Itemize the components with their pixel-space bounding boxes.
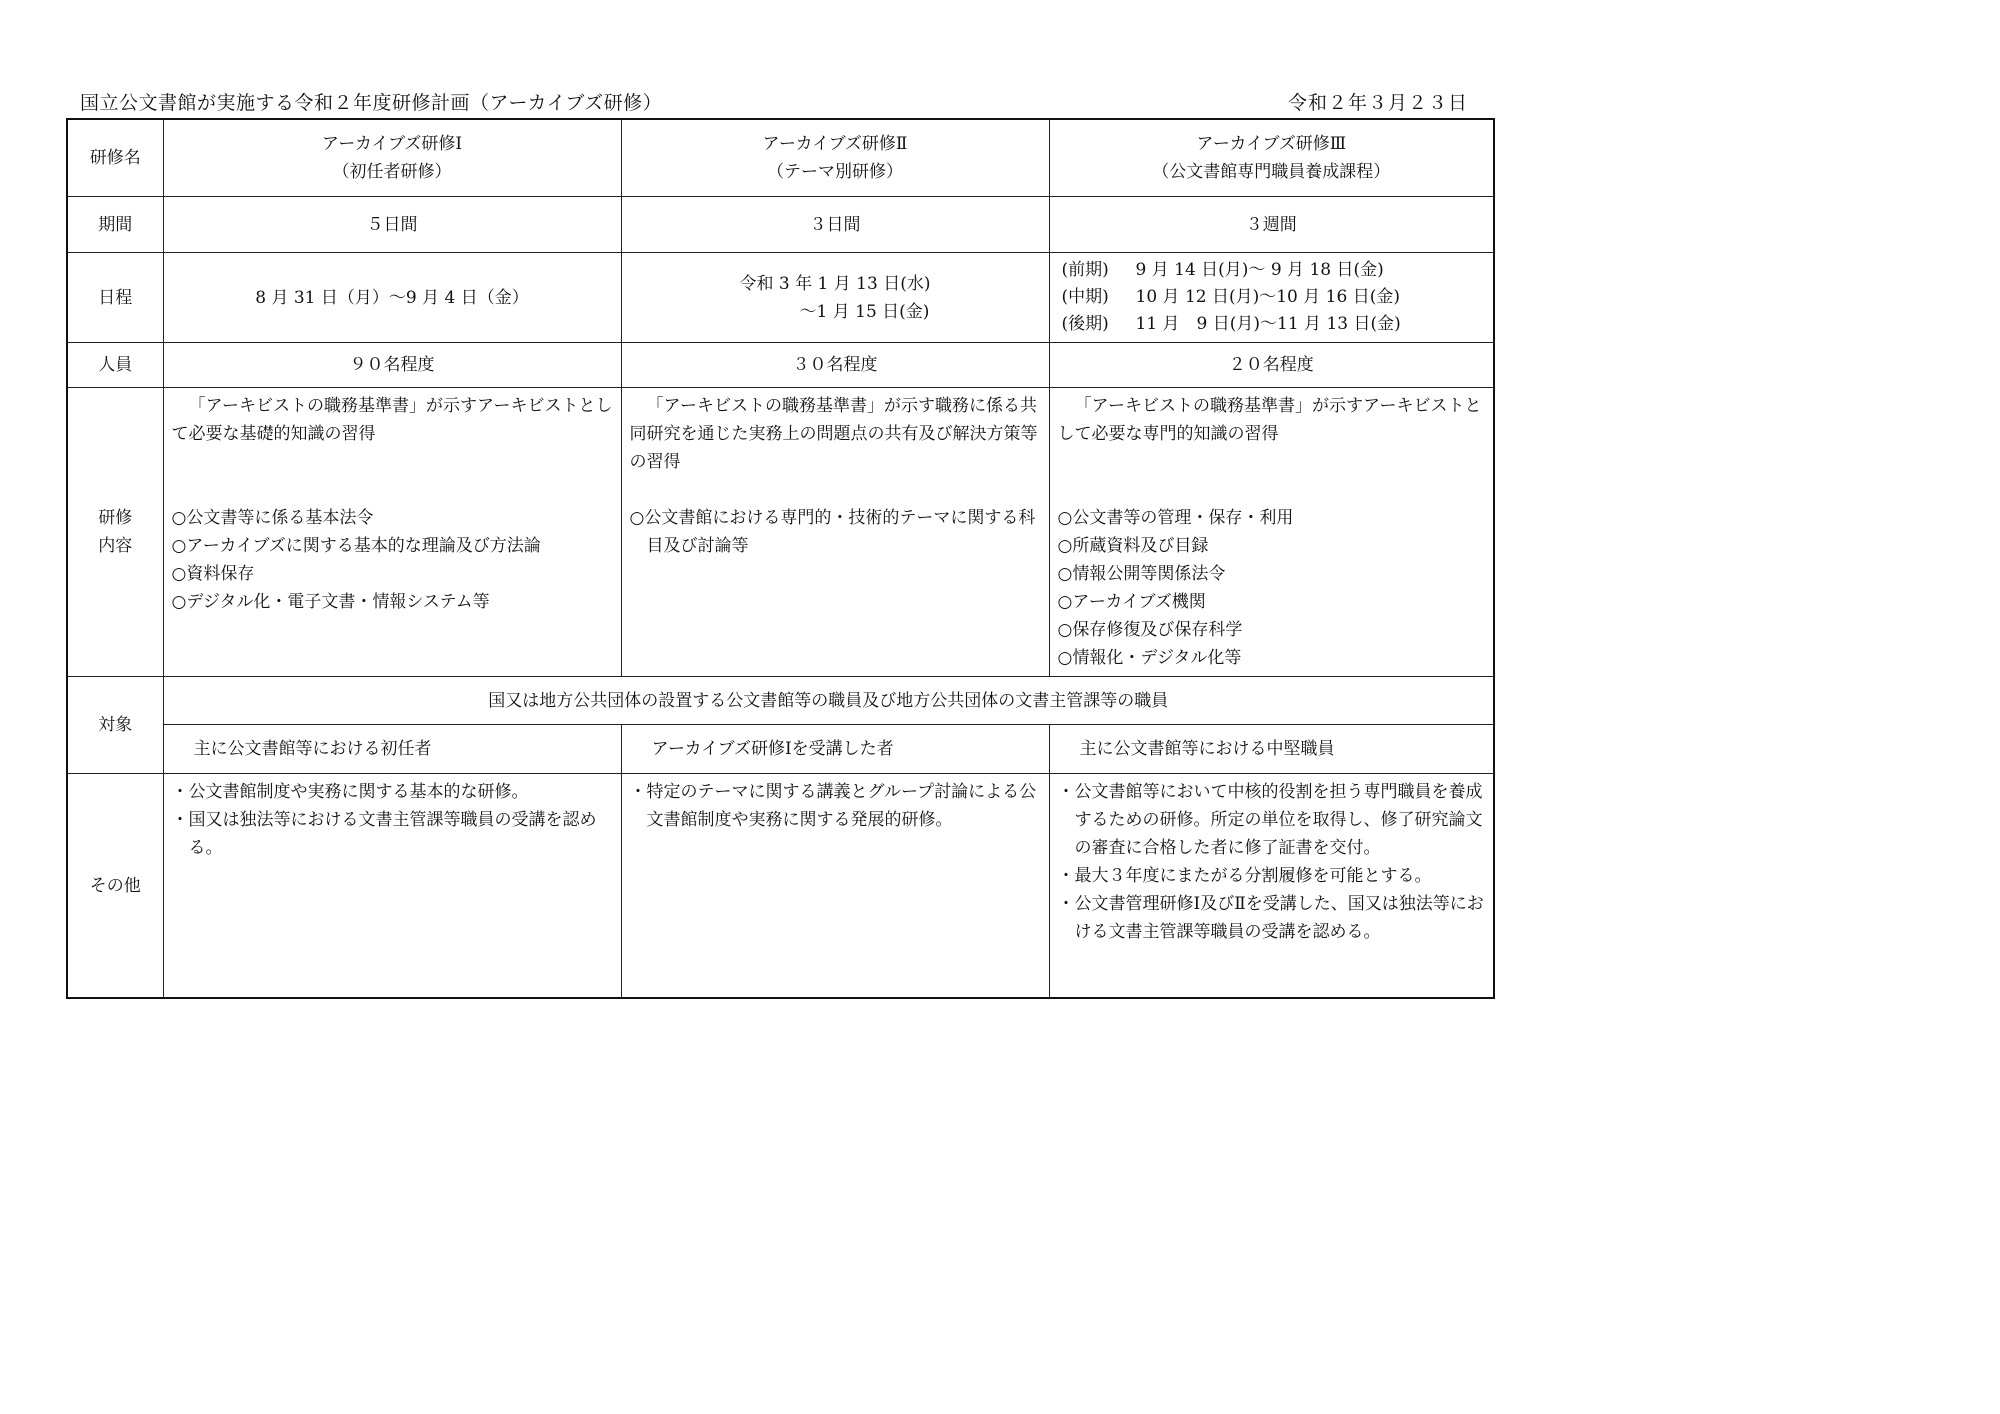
content-item: ○アーカイブズに関する基本的な理論及び方法論: [171, 536, 541, 556]
target-1: 主に公文書館等における初任者: [163, 725, 621, 774]
row-content: [67, 388, 1494, 677]
other-item: ・国又は独法等における文書主管課等職員の受講を認める。: [171, 810, 597, 858]
content-3: [1049, 388, 1494, 677]
content-item: ○情報公開等関係法令: [1057, 564, 1226, 584]
people-2: ３０名程度: [621, 343, 1049, 388]
row-header-training-name: 研修名: [67, 119, 163, 197]
other-3: [1049, 774, 1494, 999]
content-2: [621, 388, 1049, 677]
other-item: ・最大３年度にまたがる分割履修を可能とする。: [1057, 866, 1432, 886]
row-other: [67, 774, 1494, 999]
training-name-1: アーカイブズ研修Ⅰ （初任者研修）: [163, 119, 621, 197]
target-common: 国又は地方公共団体の設置する公文書館等の職員及び地方公共団体の文書主管課等の職員: [163, 677, 1494, 725]
target-2: アーカイブズ研修Ⅰを受講した者: [621, 725, 1049, 774]
document-date: 令和２年３月２３日: [1287, 92, 1468, 114]
other-item: ・公文書館制度や実務に関する基本的な研修。: [171, 782, 529, 802]
schedule-term-3: (後期) 11 月 9 日(月)～11 月 13 日(金): [1061, 314, 1401, 334]
row-target-detail: [67, 725, 1494, 774]
row-header-content: 研修 内容: [67, 388, 163, 677]
content-intro: 「アーキビストの職務基準書」が示す職務に係る共同研究を通じた実務上の問題点の共有及び解決方策等の習得: [629, 396, 1038, 472]
schedule-1: 8 月 31 日（月）～9 月 4 日（金）: [163, 253, 621, 343]
schedule-2: 令和 3 年 1 月 13 日(水) ～1 月 15 日(金): [621, 253, 1049, 343]
row-header-target: 対象: [67, 677, 163, 774]
training-plan-table: [66, 118, 1495, 999]
row-period: [67, 197, 1494, 253]
content-intro: 「アーキビストの職務基準書」が示すアーキビストとして必要な専門的知識の習得: [1057, 396, 1482, 444]
content-item: ○資料保存: [171, 564, 255, 584]
row-training-name: [67, 119, 1494, 197]
content-item: ○公文書館における専門的・技術的テーマに関する科目及び討論等: [629, 508, 1036, 556]
page-title: 国立公文書館が実施する令和２年度研修計画（アーカイブズ研修）: [80, 92, 663, 114]
schedule-term-2: (中期) 10 月 12 日(月)～10 月 16 日(金): [1061, 287, 1400, 307]
row-header-schedule: 日程: [67, 253, 163, 343]
content-item: ○公文書等に係る基本法令: [171, 508, 374, 528]
schedule-term-1: (前期) 9 月 14 日(月)～ 9 月 18 日(金): [1061, 260, 1384, 280]
people-3: ２０名程度: [1049, 343, 1494, 388]
other-item: ・特定のテーマに関する講義とグループ討論による公文書館制度や実務に関する発展的研修。: [629, 782, 1037, 830]
training-name-3: アーカイブズ研修Ⅲ （公文書館専門職員養成課程）: [1049, 119, 1494, 197]
row-header-other: その他: [67, 774, 163, 999]
period-2: ３日間: [621, 197, 1049, 253]
row-header-people: 人員: [67, 343, 163, 388]
content-item: ○デジタル化・電子文書・情報システム等: [171, 592, 490, 612]
content-item: ○公文書等の管理・保存・利用: [1057, 508, 1294, 528]
content-1: [163, 388, 621, 677]
content-item: ○保存修復及び保存科学: [1057, 620, 1243, 640]
row-schedule: [67, 253, 1494, 343]
other-2: [621, 774, 1049, 999]
period-1: ５日間: [163, 197, 621, 253]
content-item: ○アーカイブズ機関: [1057, 592, 1206, 612]
row-header-period: 期間: [67, 197, 163, 253]
content-item: ○所蔵資料及び目録: [1057, 536, 1209, 556]
row-target: [67, 677, 1494, 725]
other-1: [163, 774, 621, 999]
content-intro: 「アーキビストの職務基準書」が示すアーキビストとして必要な基礎的知識の習得: [171, 396, 613, 444]
people-1: ９０名程度: [163, 343, 621, 388]
period-3: ３週間: [1049, 197, 1494, 253]
row-people: [67, 343, 1494, 388]
target-3: 主に公文書館等における中堅職員: [1049, 725, 1494, 774]
training-name-2: アーカイブズ研修Ⅱ （テーマ別研修）: [621, 119, 1049, 197]
content-item: ○情報化・デジタル化等: [1057, 648, 1242, 668]
other-item: ・公文書館等において中核的役割を担う専門職員を養成するための研修。所定の単位を取得し、修了研究論文の審査に合格した者に修了証書を交付。: [1057, 782, 1483, 858]
schedule-3: [1049, 253, 1494, 343]
other-item: ・公文書管理研修Ⅰ及びⅡを受講した、国又は独法等における文書主管課等職員の受講を認める。: [1057, 894, 1484, 942]
